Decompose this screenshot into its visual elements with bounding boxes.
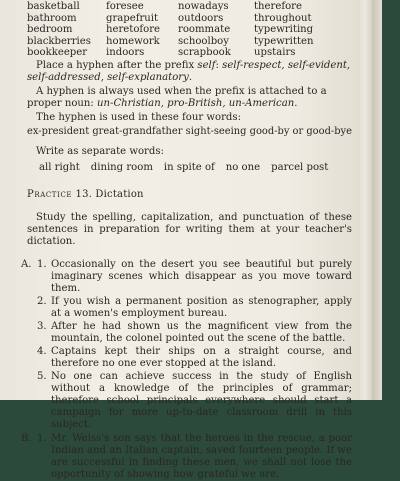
word: throughout bbox=[254, 12, 312, 24]
section-label: A. bbox=[21, 259, 32, 270]
dictation-intro: Study the spelling, capitalization, and punctuation of these sentences in preparation for writing them at your teacher's dictation. bbox=[27, 212, 352, 247]
dictation-item bbox=[27, 321, 352, 345]
word: basketball bbox=[27, 1, 80, 13]
word-column-3 bbox=[178, 0, 260, 58]
word: nowadays bbox=[178, 1, 229, 13]
separate-word: no one bbox=[225, 162, 261, 173]
section-label: B. bbox=[21, 433, 32, 444]
word: typewriting bbox=[254, 24, 314, 36]
item-number: 2. bbox=[37, 296, 47, 307]
separate-word: dining room bbox=[90, 162, 153, 173]
item-number: 5. bbox=[37, 371, 47, 382]
separate-words-rule: Write as separate words: bbox=[36, 146, 164, 157]
hyphen-word: sight-seeing bbox=[185, 126, 247, 137]
item-text: If you wish a permanent position as stenographer, apply at a women's employment bureau. bbox=[51, 296, 352, 319]
item-text: Occasionally on the desert you see beautiful but purely imaginary scenes which disappear as you move toward them. bbox=[51, 259, 352, 294]
prefix-self-rule: Place a hyphen after the prefix self: self-respect, self-evident, self-addressed, self-explanatory. bbox=[27, 60, 351, 83]
dictation-item bbox=[27, 296, 352, 320]
word-column-1 bbox=[27, 0, 109, 58]
dictation-item bbox=[21, 259, 352, 295]
word: grapefruit bbox=[106, 12, 159, 24]
word: bathroom bbox=[27, 12, 77, 24]
word: outdoors bbox=[178, 12, 224, 24]
item-text: After he had shown us the magnificent view from the mountain, the colonel pointed out the scene of the battle. bbox=[51, 321, 352, 344]
hyphen-word: ex-president bbox=[27, 126, 90, 137]
word: therefore bbox=[254, 1, 302, 13]
word: typewritten bbox=[254, 35, 314, 47]
proper-noun-rule: A hyphen is always used when the prefix is attached to a proper noun: un-Christian, pro-British, un-American. bbox=[27, 86, 327, 109]
item-text: Captains kept their ships on a straight course, and therefore no one ever stopped at the island. bbox=[51, 346, 352, 369]
word: bedroom bbox=[27, 24, 73, 36]
compound-word-list bbox=[27, 0, 352, 58]
separate-word: all right bbox=[39, 162, 80, 173]
hyphen-word: great-grandfather bbox=[92, 126, 183, 137]
word: roommate bbox=[178, 24, 231, 36]
dictation-item bbox=[21, 433, 352, 481]
page-stack-edge-outer bbox=[372, 0, 382, 400]
dictation-item bbox=[27, 371, 352, 431]
word: homework bbox=[106, 35, 160, 47]
item-text: No one can achieve success in the study of English without a knowledge of the principles of grammar; therefore school principals everywhere should start a campaign for more up-to-date classroom drill in this subject. bbox=[51, 371, 352, 430]
page-content bbox=[21, 0, 352, 481]
practice-heading bbox=[27, 189, 352, 201]
word: foresee bbox=[106, 1, 144, 13]
practice-label: Practice bbox=[27, 189, 73, 200]
word: blackberries bbox=[27, 35, 91, 47]
word: heretofore bbox=[106, 24, 161, 36]
item-number: 1. bbox=[37, 433, 47, 444]
word: bookkeeper bbox=[27, 46, 88, 58]
hyphen-word: good-by or good-bye bbox=[249, 126, 352, 137]
hyphen-four-words-rule: The hyphen is used in these four words: bbox=[36, 112, 241, 123]
separate-word: parcel post bbox=[271, 162, 329, 173]
hyphen-word-row bbox=[27, 126, 352, 138]
item-text: Mr. Weiss's son says that the heroes in the rescue, a poor Indian and an Italian captain, saved fourteen people. If we are successful in finding these men, we shall not lose the opportunity of showing how grateful we are. bbox=[51, 433, 352, 480]
dictation-item bbox=[27, 346, 352, 370]
separate-word: in spite of bbox=[163, 162, 215, 173]
word-column-4 bbox=[254, 0, 336, 58]
word-column-2 bbox=[106, 0, 188, 58]
practice-number: 13. bbox=[75, 189, 93, 200]
separate-word-row bbox=[39, 162, 352, 174]
item-number: 1. bbox=[37, 259, 47, 270]
word: scrapbook bbox=[178, 46, 231, 58]
practice-title: Dictation bbox=[95, 189, 144, 200]
item-number: 3. bbox=[37, 321, 47, 332]
word: schoolboy bbox=[178, 35, 229, 47]
word: upstairs bbox=[254, 46, 296, 58]
item-number: 4. bbox=[37, 346, 47, 357]
word: indoors bbox=[106, 46, 145, 58]
